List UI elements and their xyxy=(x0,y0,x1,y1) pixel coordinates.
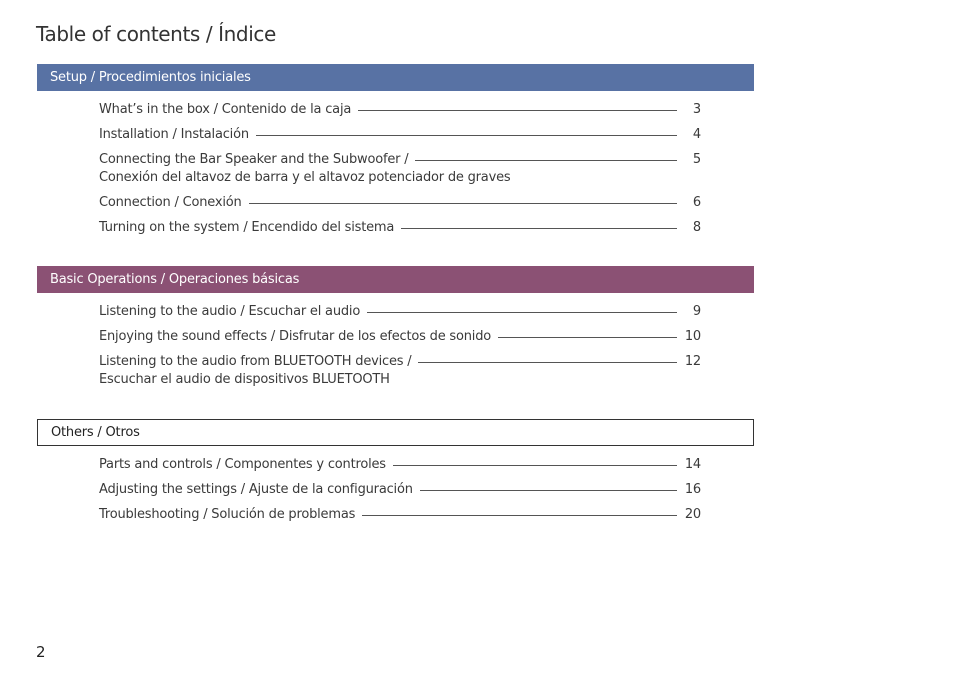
toc-page-number: 4 xyxy=(692,127,701,142)
toc-list-basic-operations xyxy=(99,303,701,388)
toc-page-number: 16 xyxy=(684,482,701,497)
toc-page-number: 20 xyxy=(684,507,701,522)
toc-entry-listening-audio[interactable] xyxy=(99,303,701,321)
toc-entry-label: What’s in the box / Contenido de la caja xyxy=(99,102,352,117)
page-number: 2 xyxy=(36,643,46,661)
page-title: Table of contents / Índice xyxy=(36,22,276,46)
leader-line xyxy=(401,228,677,229)
toc-entry-connecting-speaker-subwoofer[interactable] xyxy=(99,151,701,186)
section-setup xyxy=(37,64,754,244)
toc-entry-label: Enjoying the sound effects / Disfrutar de los efectos de sonido xyxy=(99,329,492,344)
section-header-basic-operations: Basic Operations / Operaciones básicas xyxy=(37,266,754,293)
toc-page-number: 9 xyxy=(692,304,701,319)
toc-entry-installation[interactable] xyxy=(99,126,701,144)
toc-list-setup xyxy=(99,101,701,236)
toc-entry-sound-effects[interactable] xyxy=(99,328,701,346)
leader-line xyxy=(393,465,677,466)
leader-line xyxy=(367,312,677,313)
toc-entry-adjusting-settings[interactable] xyxy=(99,481,701,499)
toc-page-number: 3 xyxy=(692,102,701,117)
toc-page-number: 6 xyxy=(692,194,701,210)
section-header-others: Others / Otros xyxy=(37,419,754,446)
toc-entry-parts-controls[interactable] xyxy=(99,456,701,474)
leader-line xyxy=(420,490,677,491)
section-basic-operations xyxy=(37,266,754,396)
toc-entry-label: Adjusting the settings / Ajuste de la configuración xyxy=(99,482,413,497)
toc-entry-label: Listening to the audio from BLUETOOTH devices / xyxy=(99,354,412,369)
toc-entry-label: Listening to the audio / Escuchar el audio xyxy=(99,304,361,319)
toc-page-number: 14 xyxy=(684,457,701,472)
toc-entry-bluetooth-audio[interactable] xyxy=(99,353,701,388)
toc-entry-label-continued: Conexión del altavoz de barra y el altavoz potenciador de graves xyxy=(99,169,511,185)
leader-line xyxy=(358,110,677,111)
toc-entry-connection[interactable] xyxy=(99,194,701,212)
toc-entry-label: Installation / Instalación xyxy=(99,127,249,142)
toc-entry-label-continued: Escuchar el audio de dispositivos BLUETOOTH xyxy=(99,371,390,387)
leader-line xyxy=(418,362,677,363)
leader-line xyxy=(498,337,677,338)
toc-entry-label: Parts and controls / Componentes y controles xyxy=(99,457,386,472)
toc-page-number: 5 xyxy=(692,152,701,167)
toc-entry-whats-in-the-box[interactable] xyxy=(99,101,701,119)
toc-entry-label: Connection / Conexión xyxy=(99,194,242,210)
toc-page-number: 8 xyxy=(692,219,701,235)
toc-entry-turning-on[interactable] xyxy=(99,219,701,237)
leader-line xyxy=(249,203,677,204)
section-others xyxy=(37,419,754,531)
toc-entry-troubleshooting[interactable] xyxy=(99,506,701,524)
toc-page-number: 10 xyxy=(684,329,701,344)
toc-page-number: 12 xyxy=(684,354,701,369)
toc-entry-label: Connecting the Bar Speaker and the Subwoofer / xyxy=(99,152,409,167)
leader-line xyxy=(362,515,677,516)
toc-entry-label: Turning on the system / Encendido del sistema xyxy=(99,219,395,235)
toc-entry-label: Troubleshooting / Solución de problemas xyxy=(99,507,356,522)
toc-list-others xyxy=(99,456,701,524)
section-header-setup: Setup / Procedimientos iniciales xyxy=(37,64,754,91)
leader-line xyxy=(415,160,677,161)
leader-line xyxy=(256,135,677,136)
